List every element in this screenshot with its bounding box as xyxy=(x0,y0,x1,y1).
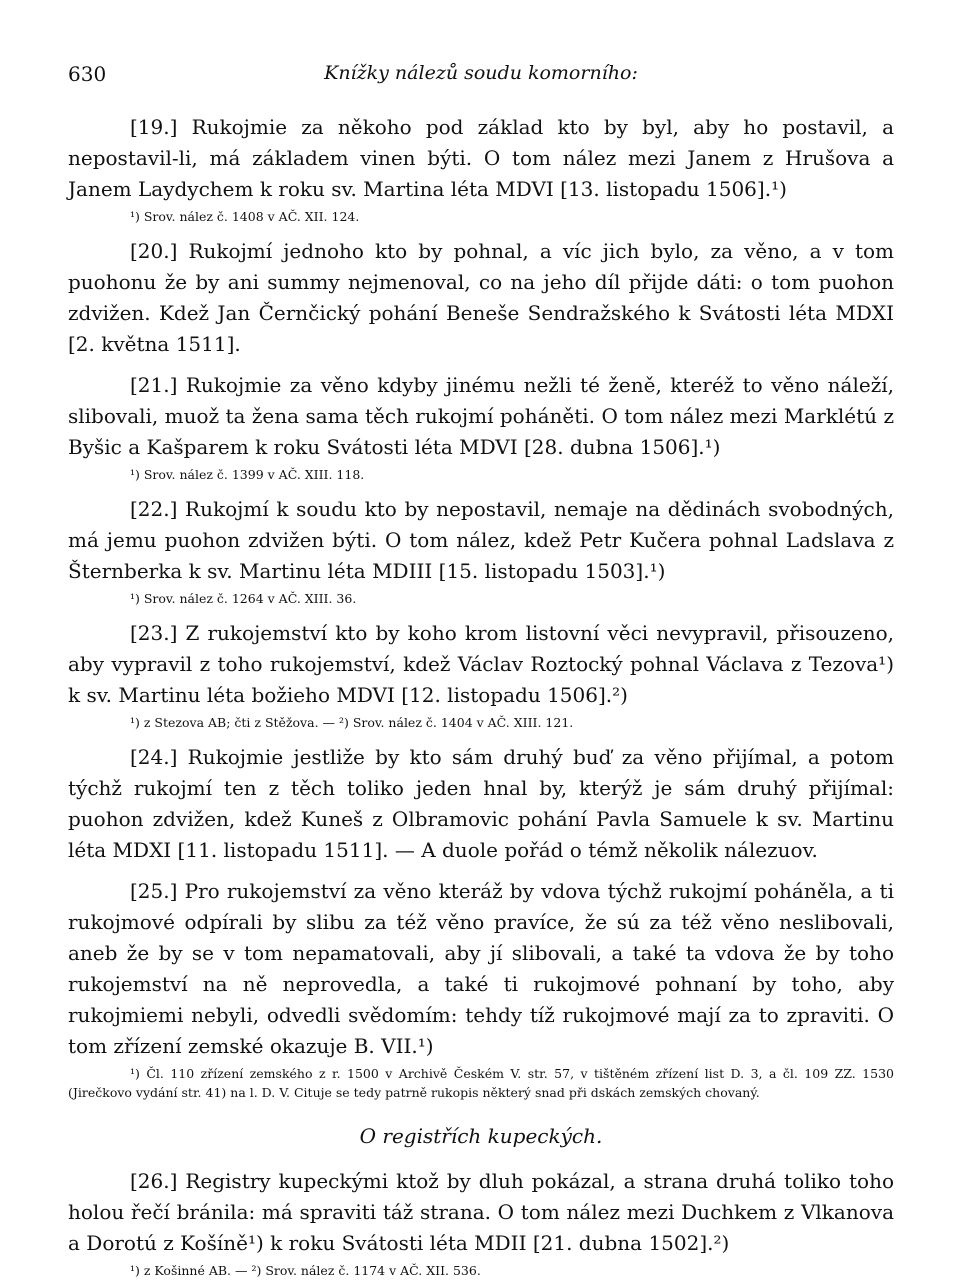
paragraph-25: [25.] Pro rukojemství za věno kteráž by vdova týchž rukojmí poháněla, a ti rukojmové odpírali by slibu za též věno pravíce, že sú za též věno neslibovali, aneb že by se v tom nepamatovali, aby jí slibovali, a také ta vdova že by toho rukojemství na ně neprovedla, a také ti rukojmové pohnaní by toho, aby rukojmiemi nebyli, odvedli svědomím: tehdy tíž rukojmové mají za to zpraviti. O tom zřízení zemské okazuje B. VII.¹) xyxy=(68,879,894,1058)
section-heading: O registřích kupeckých. xyxy=(359,1124,603,1148)
footnote-19: ¹) Srov. nález č. 1408 v AČ. XII. 124. xyxy=(130,209,360,224)
footnote-26: ¹) z Košinné AB. — ²) Srov. nález č. 1174 v AČ. XII. 536. xyxy=(130,1263,481,1278)
footnote-22: ¹) Srov. nález č. 1264 v AČ. XIII. 36. xyxy=(130,591,357,606)
running-header xyxy=(68,62,894,92)
paragraph-19: [19.] Rukojmie za někoho pod základ kto by byl, aby ho postavil, a nepostavil-li, má základem vinen býti. O tom nález mezi Janem z Hrušova a Janem Laydychem k roku sv. Martina léta MDVI [13. listopadu 1506].¹) xyxy=(68,115,894,201)
running-title: Knížky nálezů soudu komorního: xyxy=(324,62,638,84)
footnote-23: ¹) z Stezova AB; čti z Stěžova. — ²) Srov. nález č. 1404 v AČ. XIII. 121. xyxy=(130,715,574,730)
paragraph-23: [23.] Z rukojemství kto by koho krom listovní věci nevypravil, přisouzeno, aby vypravil z toho rukojemství, kdež Václav Roztocký pohnal Václava z Tezova¹) k sv. Martinu léta božieho MDVI [12. listopadu 1506].²) xyxy=(68,621,894,707)
page-number: 630 xyxy=(68,62,107,86)
footnote-21: ¹) Srov. nález č. 1399 v AČ. XIII. 118. xyxy=(130,467,365,482)
paragraph-21: [21.] Rukojmie za věno kdyby jinému nežli té ženě, kteréž to věno náleží, slibovali, muož ta žena sama těch rukojmí poháněti. O tom nález mezi Marklétú z Byšic a Kašparem k roku Svátosti léta MDVI [28. dubna 1506].¹) xyxy=(68,373,894,459)
paragraph-22: [22.] Rukojmí k soudu kto by nepostavil, nemaje na dědinách svobodných, má jemu puohon zdvižen býti. O tom nález, kdež Petr Kučera pohnal Ladslava z Šternberka k sv. Martinu léta MDIII [15. listopadu 1503].¹) xyxy=(68,497,894,583)
paragraph-26: [26.] Registry kupeckými ktož by dluh pokázal, a strana druhá toliko toho holou řečí bránila: má spraviti táž strana. O tom nález mezi Duchkem z Vlkanova a Dorotú z Košíně¹) k roku Svátosti léta MDII [21. dubna 1502].²) xyxy=(68,1169,894,1255)
footnote-25: ¹) Čl. 110 zřízení zemského z r. 1500 v Archivě Českém V. str. 57, v tištěném zřízení list D. 3, a čl. 109 ZZ. 1530 (Jirečkovo vydání str. 41) na l. D. V. Cituje se tedy patrně rukopis některý snad při dskách zemských chovaný. xyxy=(68,1066,894,1100)
paragraph-24: [24.] Rukojmie jestliže by kto sám druhý buď za věno přijímal, a potom týchž rukojmí ten z těch toliko jeden hnal by, kterýž je sám druhý přijímal: puohon zdvižen, kdež Kuneš z Olbramovic pohání Pavla Samuele k sv. Martinu léta MDXI [11. listopadu 1511]. — A duole pořád o témž několik nálezuov. xyxy=(68,745,894,862)
page-body xyxy=(68,112,894,1280)
paragraph-20: [20.] Rukojmí jednoho kto by pohnal, a víc jich bylo, za věno, a v tom puohonu že by ani summy nejmenoval, co na jeho díl přijde dáti: o tom puohon zdvižen. Kdež Jan Černčický pohání Beneše Sendražského k Svátosti léta MDXI [2. května 1511]. xyxy=(68,239,894,356)
